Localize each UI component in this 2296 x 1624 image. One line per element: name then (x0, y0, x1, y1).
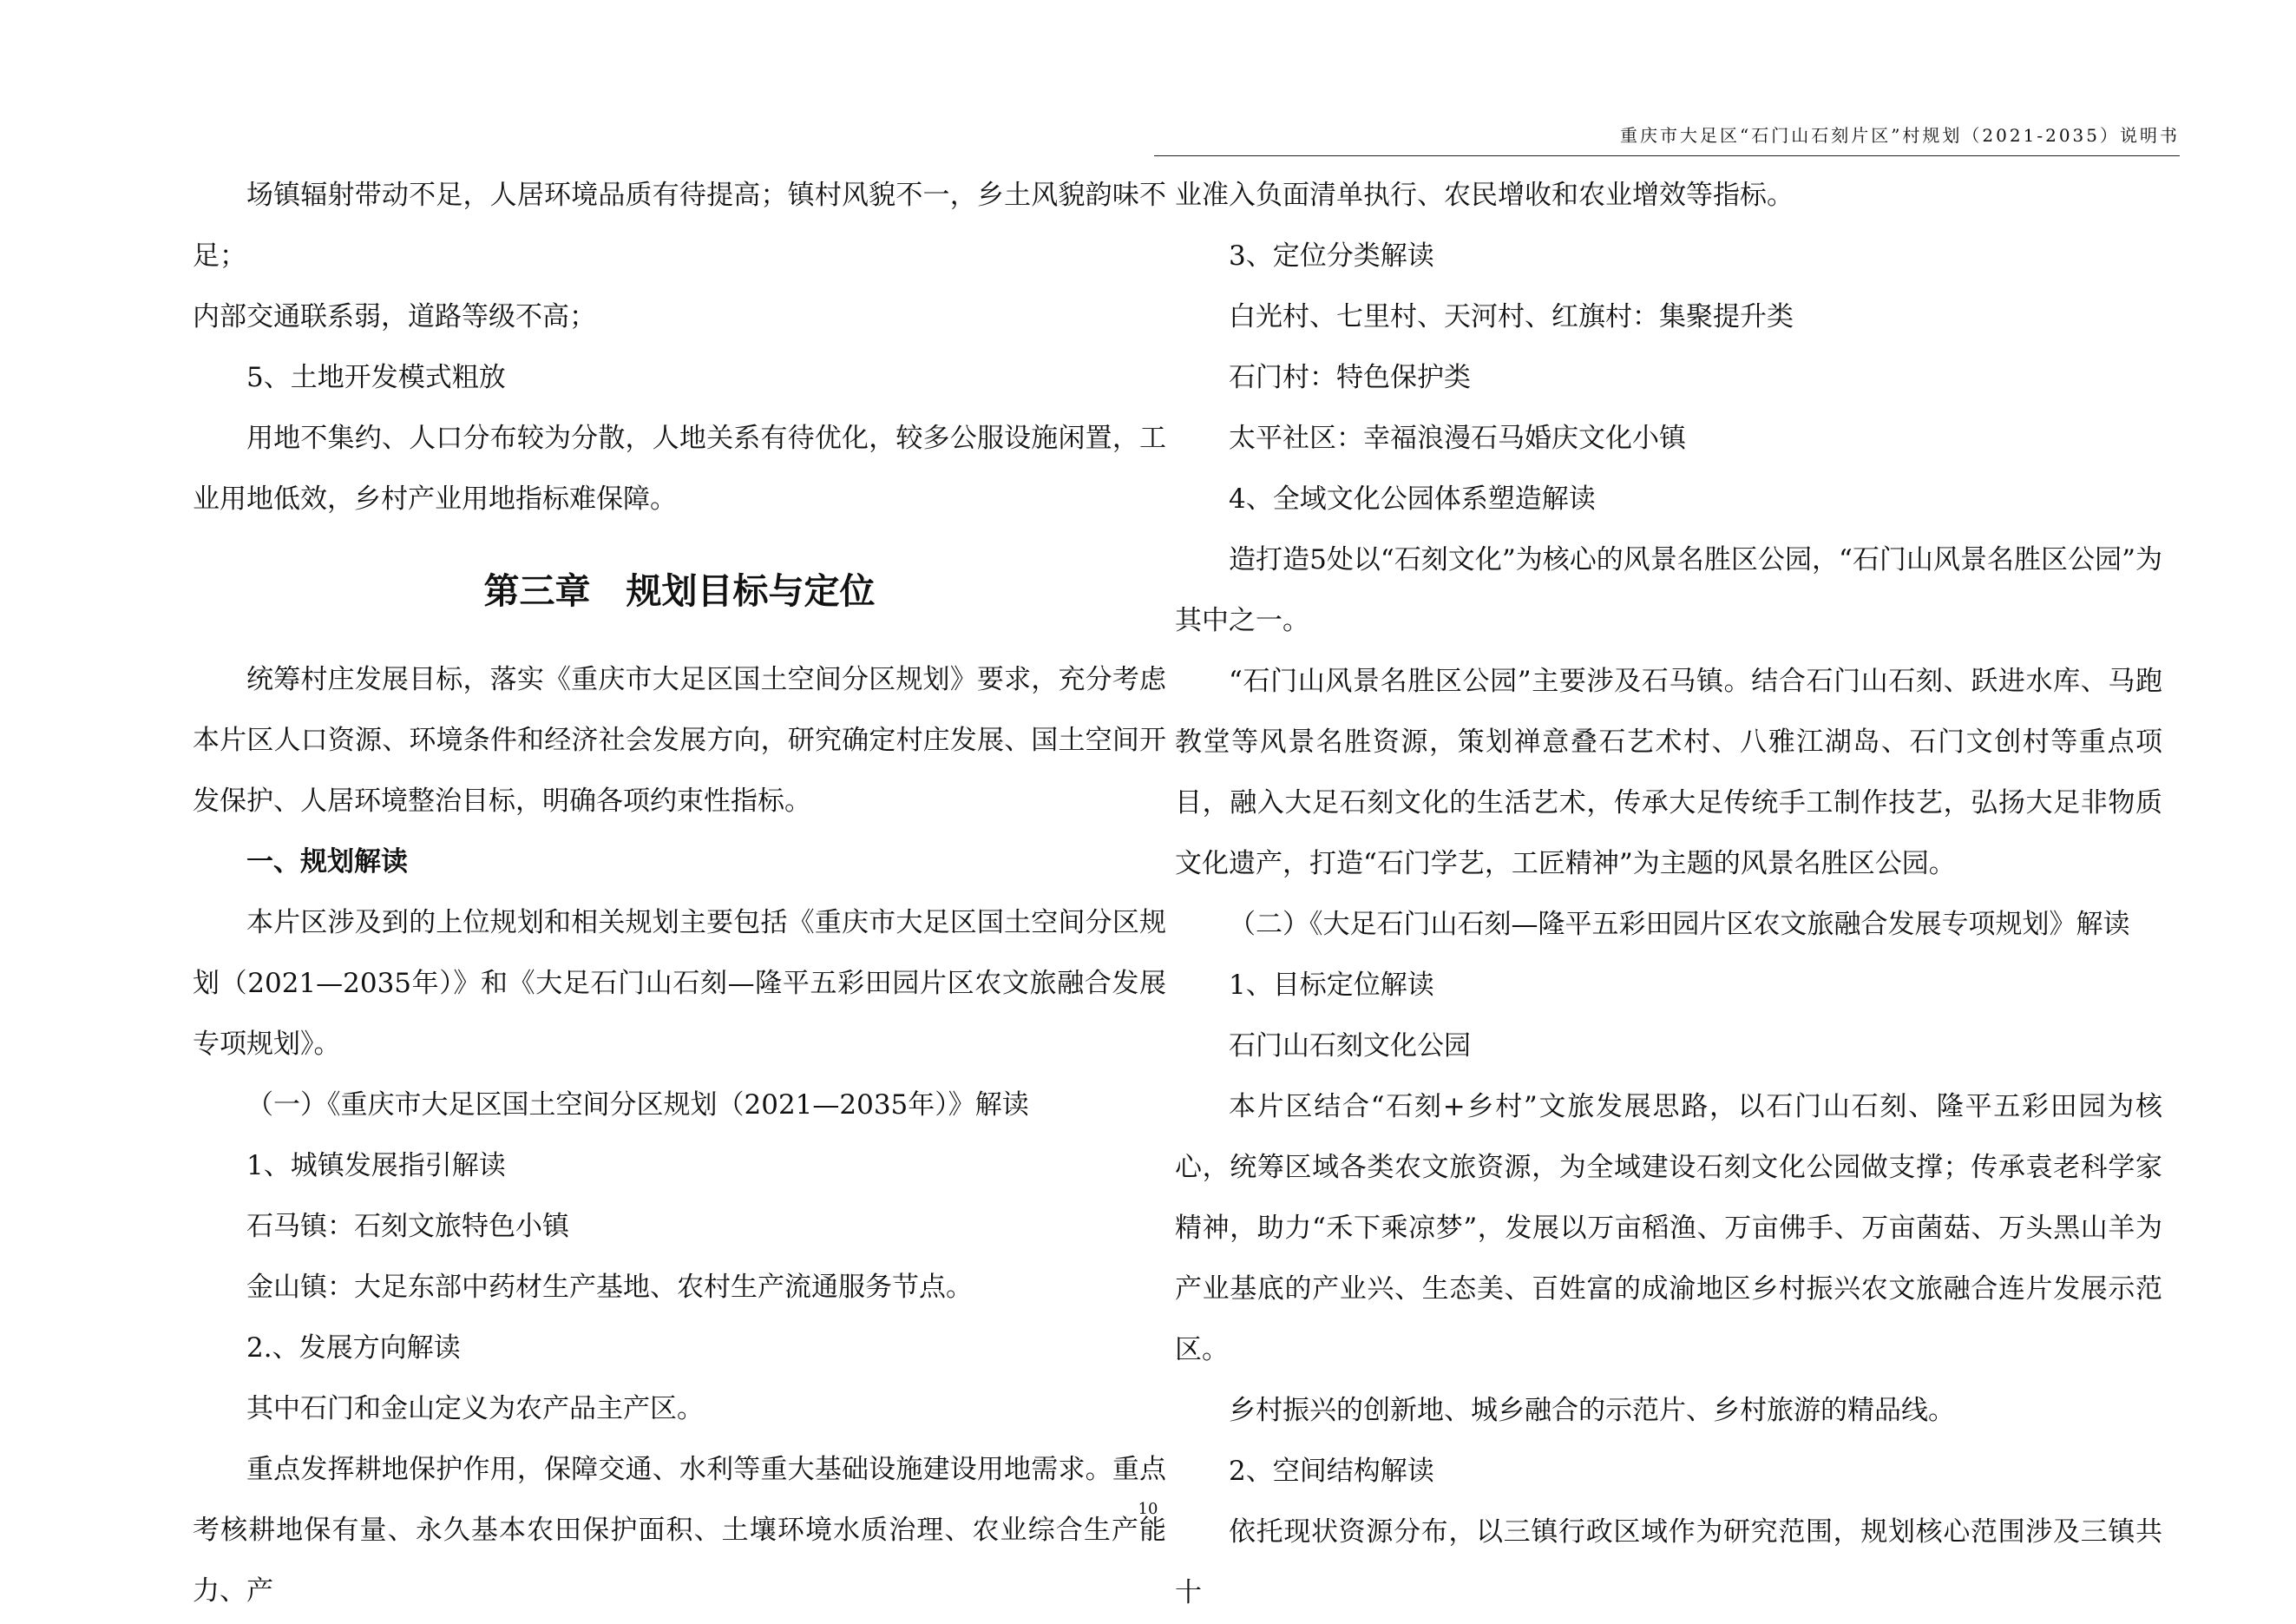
paragraph: 本片区结合“石刻+乡村”文旅发展思路，以石门山石刻、隆平五彩田园为核心，统筹区域各类农文旅资源，为全域建设石刻文化公园做支撑；传承袁老科学家精神，助力“禾下乘凉梦”，发展以万亩稻渔、万亩佛手、万亩菌菇、万头黑山羊为产业基底的产业兴、生态美、百姓富的成渝地区乡村振兴农文旅融合连片发展示范区。 (1175, 1091, 2162, 1365)
subheading: 5、土地开发模式粗放 (246, 362, 506, 393)
paragraph: 太平社区：幸福浪漫石马婚庆文化小镇 (1229, 423, 1686, 454)
right-column (1175, 165, 2162, 1623)
left-column (193, 165, 1166, 1621)
subheading: 3、定位分类解读 (1229, 240, 1434, 272)
paragraph: 石门村：特色保护类 (1229, 362, 1471, 393)
subheading: （一）《重庆市大足区国土空间分区规划（2021—2035年）》解读 (246, 1089, 1029, 1121)
paragraph: 白光村、七里村、天河村、红旗村：集聚提升类 (1229, 301, 1794, 332)
subheading: 2.、发展方向解读 (246, 1332, 461, 1364)
paragraph: “石门山风景名胜区公园”主要涉及石马镇。结合石门山石刻、跃进水库、马跑教堂等风景名胜资源，策划禅意叠石艺术村、八雅江湖岛、石门文创村等重点项目，融入大足石刻文化的生活艺术，传承大足传统手工制作技艺，弘扬大足非物质文化遗产，打造“石门学艺，工匠精神”为主题的风景名胜区公园。 (1175, 666, 2162, 879)
subheading: 2、空间结构解读 (1229, 1456, 1434, 1487)
subheading: 1、城镇发展指引解读 (246, 1150, 506, 1181)
paragraph: 重点发挥耕地保护作用，保障交通、水利等重大基础设施建设用地需求。重点考核耕地保有量、永久基本农田保护面积、土壤环境水质治理、农业综合生产能力、产 (193, 1454, 1166, 1607)
paragraph: 乡村振兴的创新地、城乡融合的示范片、乡村旅游的精品线。 (1229, 1395, 1955, 1426)
section-heading: 一、规划解读 (246, 846, 408, 878)
paragraph: 金山镇：大足东部中药材生产基地、农村生产流通服务节点。 (246, 1272, 973, 1303)
paragraph: 统筹村庄发展目标，落实《重庆市大足区国土空间分区规划》要求，充分考虑本片区人口资源、环境条件和经济社会发展方向，研究确定村庄发展、国土空间开发保护、人居环境整治目标，明确各项约束性指标。 (193, 664, 1166, 817)
paragraph: 石马镇：石刻文旅特色小镇 (246, 1211, 569, 1242)
chapter-title: 第三章 规划目标与定位 (483, 570, 876, 612)
subheading: 1、目标定位解读 (1229, 970, 1434, 1001)
paragraph: 石门山石刻文化公园 (1229, 1030, 1471, 1062)
paragraph: 其中石门和金山定义为农产品主产区。 (246, 1393, 704, 1424)
paragraph: 本片区涉及到的上位规划和相关规划主要包括《重庆市大足区国土空间分区规划（2021—2035年）》和《大足石门山石刻—隆平五彩田园片区农文旅融合发展专项规划》。 (193, 907, 1166, 1060)
paragraph: 业准入负面清单执行、农民增收和农业增效等指标。 (1175, 180, 1794, 211)
page-number: 10 (1138, 1500, 1158, 1518)
subheading: （二）《大足石门山石刻—隆平五彩田园片区农文旅融合发展专项规划》解读 (1229, 909, 2130, 940)
paragraph: 造打造5处以“石刻文化”为核心的风景名胜区公园，“石门山风景名胜区公园”为其中之一。 (1175, 544, 2162, 636)
paragraph: 场镇辐射带动不足，人居环境品质有待提高；镇村风貌不一，乡土风貌韵味不足； (193, 180, 1166, 272)
subheading: 4、全域文化公园体系塑造解读 (1229, 483, 1596, 515)
paragraph: 内部交通联系弱，道路等级不高； (193, 301, 596, 332)
paragraph: 依托现状资源分布，以三镇行政区域作为研究范围，规划核心范围涉及三镇共十 (1175, 1516, 2162, 1608)
paragraph: 用地不集约、人口分布较为分散，人地关系有待优化，较多公服设施闲置，工业用地低效，乡村产业用地指标难保障。 (193, 423, 1166, 515)
running-header: 重庆市大足区“石门山石刻片区”村规划（2021-2035）说明书 (1154, 122, 2180, 156)
